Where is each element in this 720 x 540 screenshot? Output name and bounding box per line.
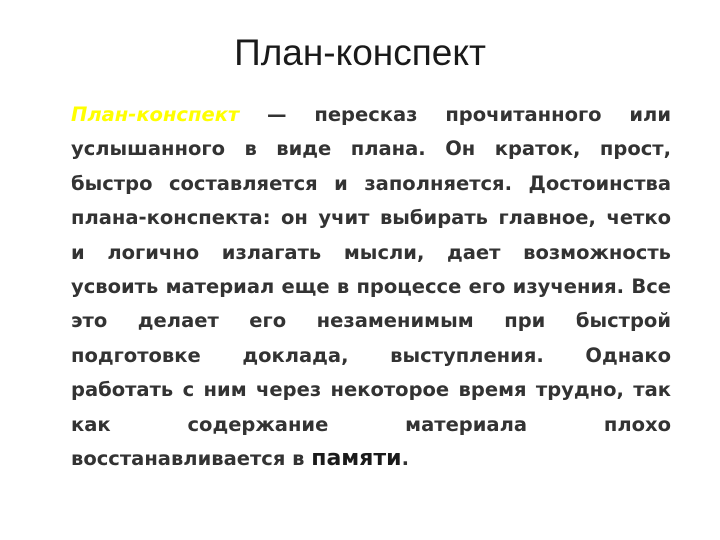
highlighted-term: План-конспект bbox=[71, 103, 240, 126]
body-end-punct: . bbox=[401, 447, 410, 471]
slide-title: План-конспект bbox=[234, 32, 486, 73]
body-main-text: — пересказ прочитанного или услышанного в виде плана. Он краток, прост, быстро составляется и заполняется. Достоинства плана-конспекта: он учит выбирать главное, четко и логично излагать мысли, дает возможность усвоить материал еще в процессе его изучения. Все это делает его незаменимым при быстрой подготовке доклада, выступления. Однако работать с ним через некоторое время трудно, так как содержание материала плохо восстанавливается в bbox=[71, 103, 671, 471]
slide-body-text bbox=[71, 98, 671, 476]
body-end-word: памяти bbox=[311, 446, 402, 472]
